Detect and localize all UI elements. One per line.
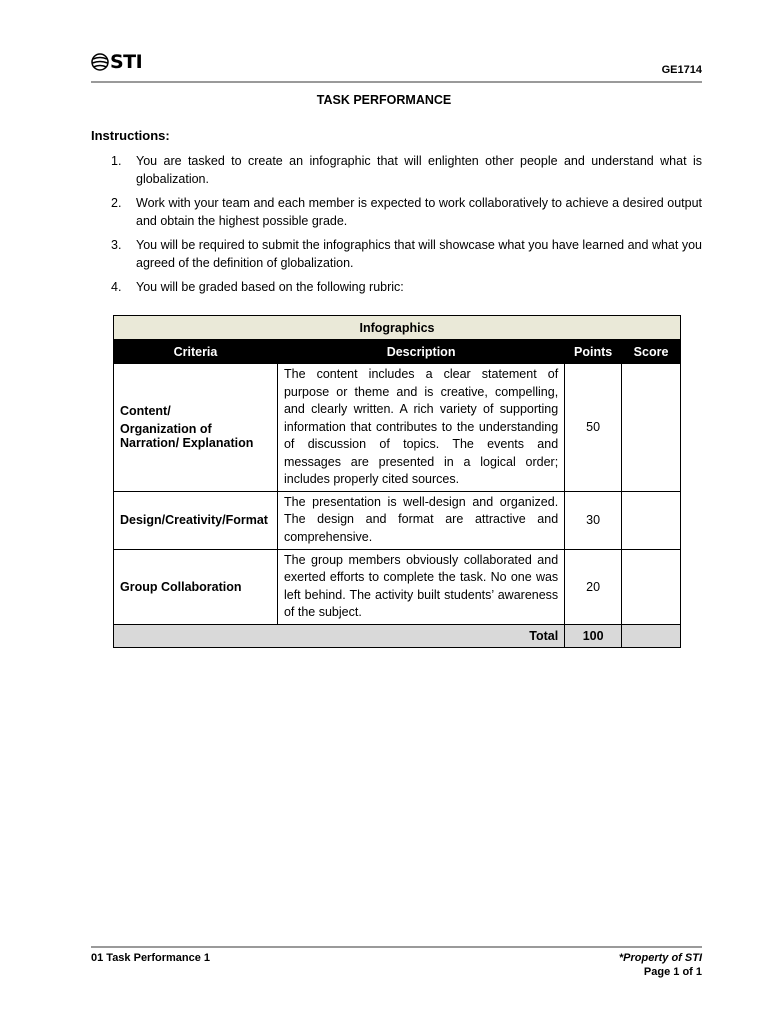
total-label: Total	[114, 624, 565, 647]
rubric-caption: Infographics	[114, 316, 681, 340]
instruction-number: 1.	[111, 154, 122, 168]
total-row	[114, 624, 681, 647]
score-cell	[622, 364, 681, 492]
footer-property: *Property of STI	[618, 952, 702, 964]
instructions-list	[91, 152, 702, 302]
criteria-cell: Design/Creativity/Format	[114, 491, 278, 549]
rubric-table	[113, 315, 681, 648]
instruction-text: Work with your team and each member is expected to work collaboratively to achieve a desired output and obtain the highest possible grade.	[136, 196, 702, 228]
description-cell: The presentation is well-design and organized. The design and format are attractive and comprehensive.	[277, 491, 564, 549]
description-cell: The group members obviously collaborated and exerted efforts to complete the task. No one was left behind. The activity built students’ awareness of the subject.	[277, 549, 564, 624]
footer-title: 01 Task Performance 1	[91, 952, 211, 964]
score-cell	[622, 491, 681, 549]
instruction-item	[91, 278, 702, 296]
points-cell: 30	[565, 491, 622, 549]
instructions-label: Instructions:	[91, 128, 170, 143]
page-header	[91, 48, 702, 82]
rubric-header-row	[114, 340, 681, 364]
criteria-label: Content/	[120, 404, 171, 419]
instruction-item	[91, 194, 702, 230]
points-cell: 50	[565, 364, 622, 492]
footer-divider	[91, 946, 702, 948]
instruction-text: You will be required to submit the infographics that will showcase what you have learned and what you agreed of the definition of globalization.	[136, 238, 702, 270]
instruction-text: You will be graded based on the following rubric:	[136, 280, 404, 294]
column-header-points: Points	[565, 340, 622, 364]
instruction-number: 3.	[111, 238, 122, 252]
criteria-label-detail: Organization of Narration/ Explanation	[120, 422, 254, 451]
instruction-number: 2.	[111, 196, 122, 210]
points-cell: 20	[565, 549, 622, 624]
table-row	[114, 364, 681, 492]
instruction-item	[91, 152, 702, 188]
criteria-cell: Group Collaboration	[114, 549, 278, 624]
table-row	[114, 491, 681, 549]
total-points: 100	[565, 624, 622, 647]
footer-page-number: Page 1 of 1	[643, 966, 702, 978]
header-divider	[91, 81, 702, 83]
column-header-description: Description	[277, 340, 564, 364]
total-score-cell	[622, 624, 681, 647]
criteria-cell	[114, 364, 278, 492]
column-header-score: Score	[622, 340, 681, 364]
score-cell	[622, 549, 681, 624]
instruction-number: 4.	[111, 280, 122, 294]
instruction-item	[91, 236, 702, 272]
sti-logo	[91, 48, 142, 76]
table-row	[114, 549, 681, 624]
course-code: GE1714	[661, 64, 702, 76]
page-title: TASK PERFORMANCE	[316, 93, 452, 107]
sti-globe-icon	[91, 52, 109, 72]
description-cell: The content includes a clear statement of purpose or theme and is creative, compelling, and clearly written. A rich variety of supporting information that contributes to the understanding of discussion of topics. The events and messages are presented in a logical order; includes properly cited sources.	[277, 364, 564, 492]
logo-text: STI	[110, 51, 143, 73]
instruction-text: You are tasked to create an infographic that will enlighten other people and understand what is globalization.	[136, 154, 702, 186]
column-header-criteria: Criteria	[114, 340, 278, 364]
